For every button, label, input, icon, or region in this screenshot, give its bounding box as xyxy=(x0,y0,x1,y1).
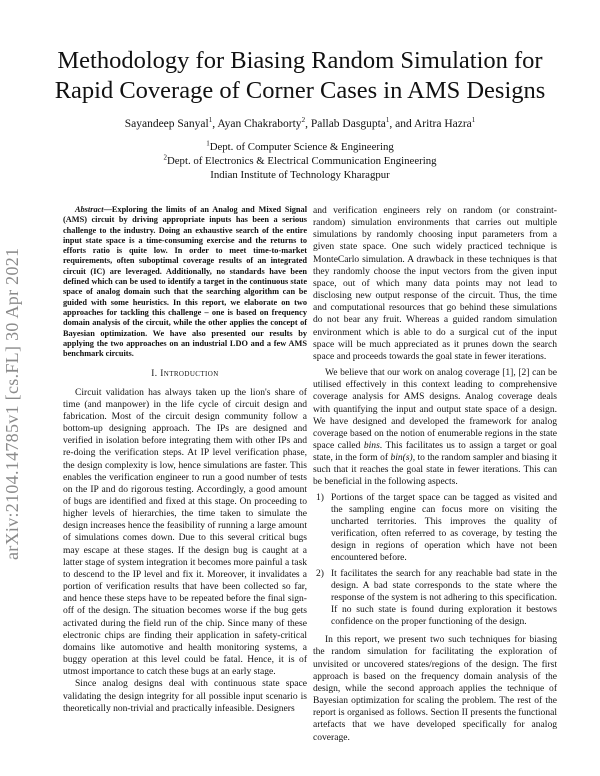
term-bins: bins xyxy=(363,439,380,451)
list-number: 2) xyxy=(316,567,324,579)
intro-paragraph-4: In this report, we present two such techniques for biasing the random simulation for facilitating the exploration of unvisited or uncovered states/regions of the design. The first approach is based on the frequency domain analysis of the design, while the second approach applies the technique of Bayesian optimization for scaling the problem. The rest of the report is organised as follows. Section II presents the functional artefacts that we have developed specifically for analog coverage. xyxy=(313,634,557,743)
benefits-list xyxy=(313,492,557,629)
paragraph-text: , to the random sampler and biasing it such that it reaches the goal state in fewer iterations. This can be beneficial in the following aspects. xyxy=(313,452,558,488)
affiliation-mark: 1 xyxy=(206,139,210,148)
affiliation-text: Dept. of Computer Science & Engineering xyxy=(209,141,394,153)
list-text: It facilitates the search for any reachable bad state in the design. A bad state corresponds to the state where the response of the system is not adhering to this specification. If no such state is found during exploration it bestows confidence on the proper functioning of the design. xyxy=(331,567,557,628)
affiliation-line xyxy=(30,154,570,168)
title-line-1: Methodology for Biasing Random Simulation for xyxy=(57,47,543,74)
author-name: Pallab Dasgupta xyxy=(310,118,386,130)
intro-paragraph-2: Since analog designs deal with continuous state space validating the design integrity for all possible input scenario is theoretically non-trivial and practically infeasible. Designers xyxy=(63,678,307,714)
paragraph-text: . This facilitates us to assign a target or goal state, in the form of xyxy=(313,439,557,464)
author-affil-mark: 1 xyxy=(471,116,476,125)
title-line-2: Rapid Coverage of Corner Cases in AMS Designs xyxy=(54,77,546,104)
author-separator: , and xyxy=(389,118,414,130)
list-number: 1) xyxy=(316,491,324,503)
author-separator: , xyxy=(305,118,311,130)
affiliation-mark: 2 xyxy=(163,153,167,162)
abstract-dash: — xyxy=(103,205,112,214)
paper-title xyxy=(30,46,570,106)
left-column xyxy=(63,205,307,715)
author-separator: , xyxy=(212,118,218,130)
author-affil-mark: 1 xyxy=(208,116,213,125)
abstract-label: Abstract xyxy=(75,205,104,214)
arxiv-identifier: arXiv:2104.14785v1 [cs.FL] 30 Apr 2021 xyxy=(2,247,22,560)
author-list xyxy=(30,118,570,130)
author-affil-mark: 2 xyxy=(301,116,306,125)
paragraph-text: We believe that our work on analog coverage [1], [2] can be utilised effectively in this context leading to comprehensive coverage analysis for AMS designs. Analog coverage deals with quantifying the input and output state space of a design. We have designed and developed the framework for analog coverage based on the notion of enumerable regions in the state space called xyxy=(313,367,557,451)
term-bin-s: bin(s) xyxy=(390,452,413,464)
author-name: Ayan Chakraborty xyxy=(217,118,302,130)
affiliation-line xyxy=(30,140,570,154)
intro-paragraph-1: Circuit validation has always taken up the lion's share of time (and manpower) in the life cycle of circuit design and fabrication. Most of the circuit design community follow a bottom-up designing approach. The IPs are designed and verified in isolation before integrating them with other IPs and re-doing the verification steps. At IP level verification phase, the design complexity is low, hence simulations are faster. This enables the verification engineer to run a good number of tests on the IP and do rigorous testing. Accordingly, a good amount of bugs are identified and fixed at this stage. On proceeding to higher levels of hierarchies, the time taken to simulate the design increases hence the feasibility of running a large amount of simulations comes down. Due to this several critical bugs may escape at these stages. If the design bug is caught at a latter stage of system integration it becomes more painful a task to descend to the IP level and fix it. Moreover, it invalidates a portion of verification results that have been collected so far, and hence these steps have to be repeated before the final sign-off of the design. The situation becomes worse if the bug gets activated during the field run of the chip. Since many of these electronic chips are finding their application in safety-critical domains like automotive and health monitoring systems, a buggy operation at this level could be fatal. Hence, it is of utmost importance to catch these bugs at an early stage. xyxy=(63,386,307,678)
abstract xyxy=(63,205,307,359)
intro-paragraph-2-continued: and verification engineers rely on random (or constraint-random) simulation environments that carries out multiple simulations by randomly choosing input parameters from a given state space. One such widely practiced technique is MonteCarlo simulation. A drawback in these techniques is that they randomly choose the input vectors from the given input space, out of which many data points may not lead to disclosing new output response of the circuit. Thus, the time and computational resources that go behind these simulations do not bear any fruit. Whereas a guided random simulation environment which is able to do a surgical cut of the input space will be much appreciated as it prunes down the search space and proceeds towards the goal state in fewer iterations. xyxy=(313,205,557,362)
affiliations xyxy=(30,140,570,182)
institute-name: Indian Institute of Technology Kharagpur xyxy=(210,169,390,181)
right-column xyxy=(313,205,557,744)
abstract-text: Exploring the limits of an Analog and Mixed Signal (AMS) circuit by driving appropriate inputs has been a serious challenge to the industry. Doing an exhaustive search of the entire input state space is a time-consuming exercise and the returns to efforts ratio is quite low. In order to meet time-to-market requirements, often suboptimal coverage results of an integrated circuit (IC) are leveraged. Additionally, no standards have been defined which can be used to identify a target in the continuous state space of analog domain such that the searching algorithm can be guided with some heuristics. In this report, we elaborate on two approaches for tackling this challenge – one is based on frequency domain analysis of the circuit, while the other applies the concept of Bayesian optimization. We have also presented our results by applying the two approaches on an industrial LDO and a few AMS benchmark circuits. xyxy=(63,205,307,359)
list-item xyxy=(313,568,557,629)
intro-paragraph-3 xyxy=(313,367,557,489)
list-text: Portions of the target space can be tagged as visited and the sampling engine can focus more on visiting the uncharted territories. This improves the quality of verification, often referred to as coverage, by testing the design in regions of operation which have not been encountered before. xyxy=(331,491,557,564)
author-name: Sayandeep Sanyal xyxy=(124,118,209,130)
affiliation-text: Dept. of Electronics & Electrical Communication Engineering xyxy=(166,155,437,167)
list-item xyxy=(313,492,557,565)
author-name: Aritra Hazra xyxy=(413,118,472,130)
section-heading-introduction: I. Introduction xyxy=(151,369,219,380)
author-affil-mark: 1 xyxy=(385,116,390,125)
